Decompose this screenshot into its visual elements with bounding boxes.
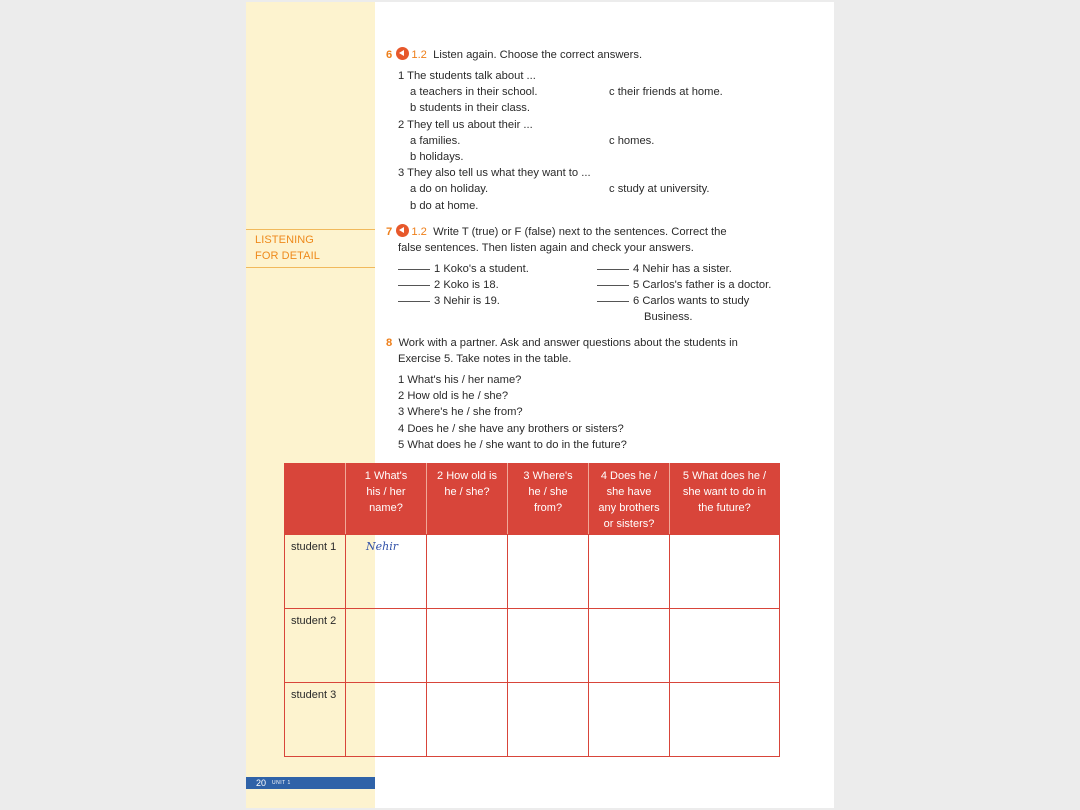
table-cell[interactable] [508,535,589,609]
answer-blank[interactable] [398,285,430,286]
table-cell[interactable] [589,609,670,683]
notes-table [284,463,780,757]
exercise-8-instruction: Exercise 5. Take notes in the table. [398,353,572,365]
table-row [285,683,780,757]
row-label: student 3 [285,683,346,757]
audio-speaker-icon[interactable] [396,47,409,60]
ex6-question-1: 1 The students talk about ... [398,70,536,82]
exercise-7-instruction: false sentences. Then listen again and check your answers. [398,242,694,254]
table-cell[interactable] [670,609,780,683]
table-header-row [285,464,780,535]
ex7-sentence: 2 Koko is 18. [398,277,499,293]
table-header-cell: 2 How old is he / she? [427,464,508,535]
row-label: student 2 [285,609,346,683]
ex7-sentence: 5 Carlos's father is a doctor. [597,277,771,293]
ex6-option[interactable]: c homes. [609,135,655,147]
section-label: LISTENING FOR DETAIL [255,234,320,262]
ex6-option[interactable]: a families. [410,135,461,147]
ex8-question: 4 Does he / she have any brothers or sisters? [398,423,624,435]
answer-blank[interactable] [398,269,430,270]
table-cell[interactable] [670,683,780,757]
ex7-sentence-continued: Business. [644,311,693,323]
ex6-option[interactable]: b students in their class. [410,102,531,114]
table-cell[interactable] [670,535,780,609]
answer-blank[interactable] [597,301,629,302]
answer-blank[interactable] [597,269,629,270]
ex7-sentence: 4 Nehir has a sister. [597,261,732,277]
page-footer [246,777,375,789]
ex6-option[interactable]: b do at home. [410,200,479,212]
page-number: 20 [256,778,267,788]
ex6-question-3: 3 They also tell us what they want to ... [398,167,591,179]
ex8-question: 5 What does he / she want to do in the future? [398,439,627,451]
unit-label: UNIT 1 [272,780,291,786]
ex8-question: 1 What's his / her name? [398,374,522,386]
ex6-option[interactable]: c study at university. [609,183,710,195]
audio-speaker-icon[interactable] [396,224,409,237]
table-row [285,535,780,609]
ex8-question: 3 Where's he / she from? [398,406,523,418]
handwritten-answer[interactable]: Nehir [346,535,427,609]
answer-blank[interactable] [398,301,430,302]
exercise-6-heading: 6 1.2 Listen again. Choose the correct answers. [386,49,643,61]
ex6-option[interactable]: a do on holiday. [410,183,489,195]
section-divider-top [246,229,375,230]
ex6-option[interactable]: c their friends at home. [609,86,723,98]
table-cell[interactable] [427,535,508,609]
table-cell[interactable] [346,609,427,683]
table-header-empty [285,464,346,535]
section-divider-bottom [246,267,375,268]
table-cell[interactable] [427,609,508,683]
ex6-option[interactable]: a teachers in their school. [410,86,538,98]
exercise-8-heading: 8 Work with a partner. Ask and answer questions about the students in [386,337,738,349]
table-cell[interactable] [589,683,670,757]
ex8-question: 2 How old is he / she? [398,390,509,402]
row-label: student 1 [285,535,346,609]
table-cell[interactable] [508,609,589,683]
answer-blank[interactable] [597,285,629,286]
ex6-question-2: 2 They tell us about their ... [398,119,533,131]
table-header-cell: 1 What's his / her name? [346,464,427,535]
table-header-cell: 5 What does he / she want to do in the future? [670,464,780,535]
ex6-option[interactable]: b holidays. [410,151,464,163]
table-cell[interactable] [427,683,508,757]
exercise-7-heading: 7 1.2 Write T (true) or F (false) next to the sentences. Correct the [386,226,727,238]
table-cell[interactable] [589,535,670,609]
table-row [285,609,780,683]
table-header-cell: 3 Where's he / she from? [508,464,589,535]
table-cell[interactable] [508,683,589,757]
table-header-cell: 4 Does he / she have any brothers or sisters? [589,464,670,535]
ex7-sentence: 1 Koko's a student. [398,261,529,277]
ex7-sentence: 3 Nehir is 19. [398,293,500,309]
table-cell[interactable] [346,683,427,757]
ex7-sentence: 6 Carlos wants to study [597,293,749,309]
